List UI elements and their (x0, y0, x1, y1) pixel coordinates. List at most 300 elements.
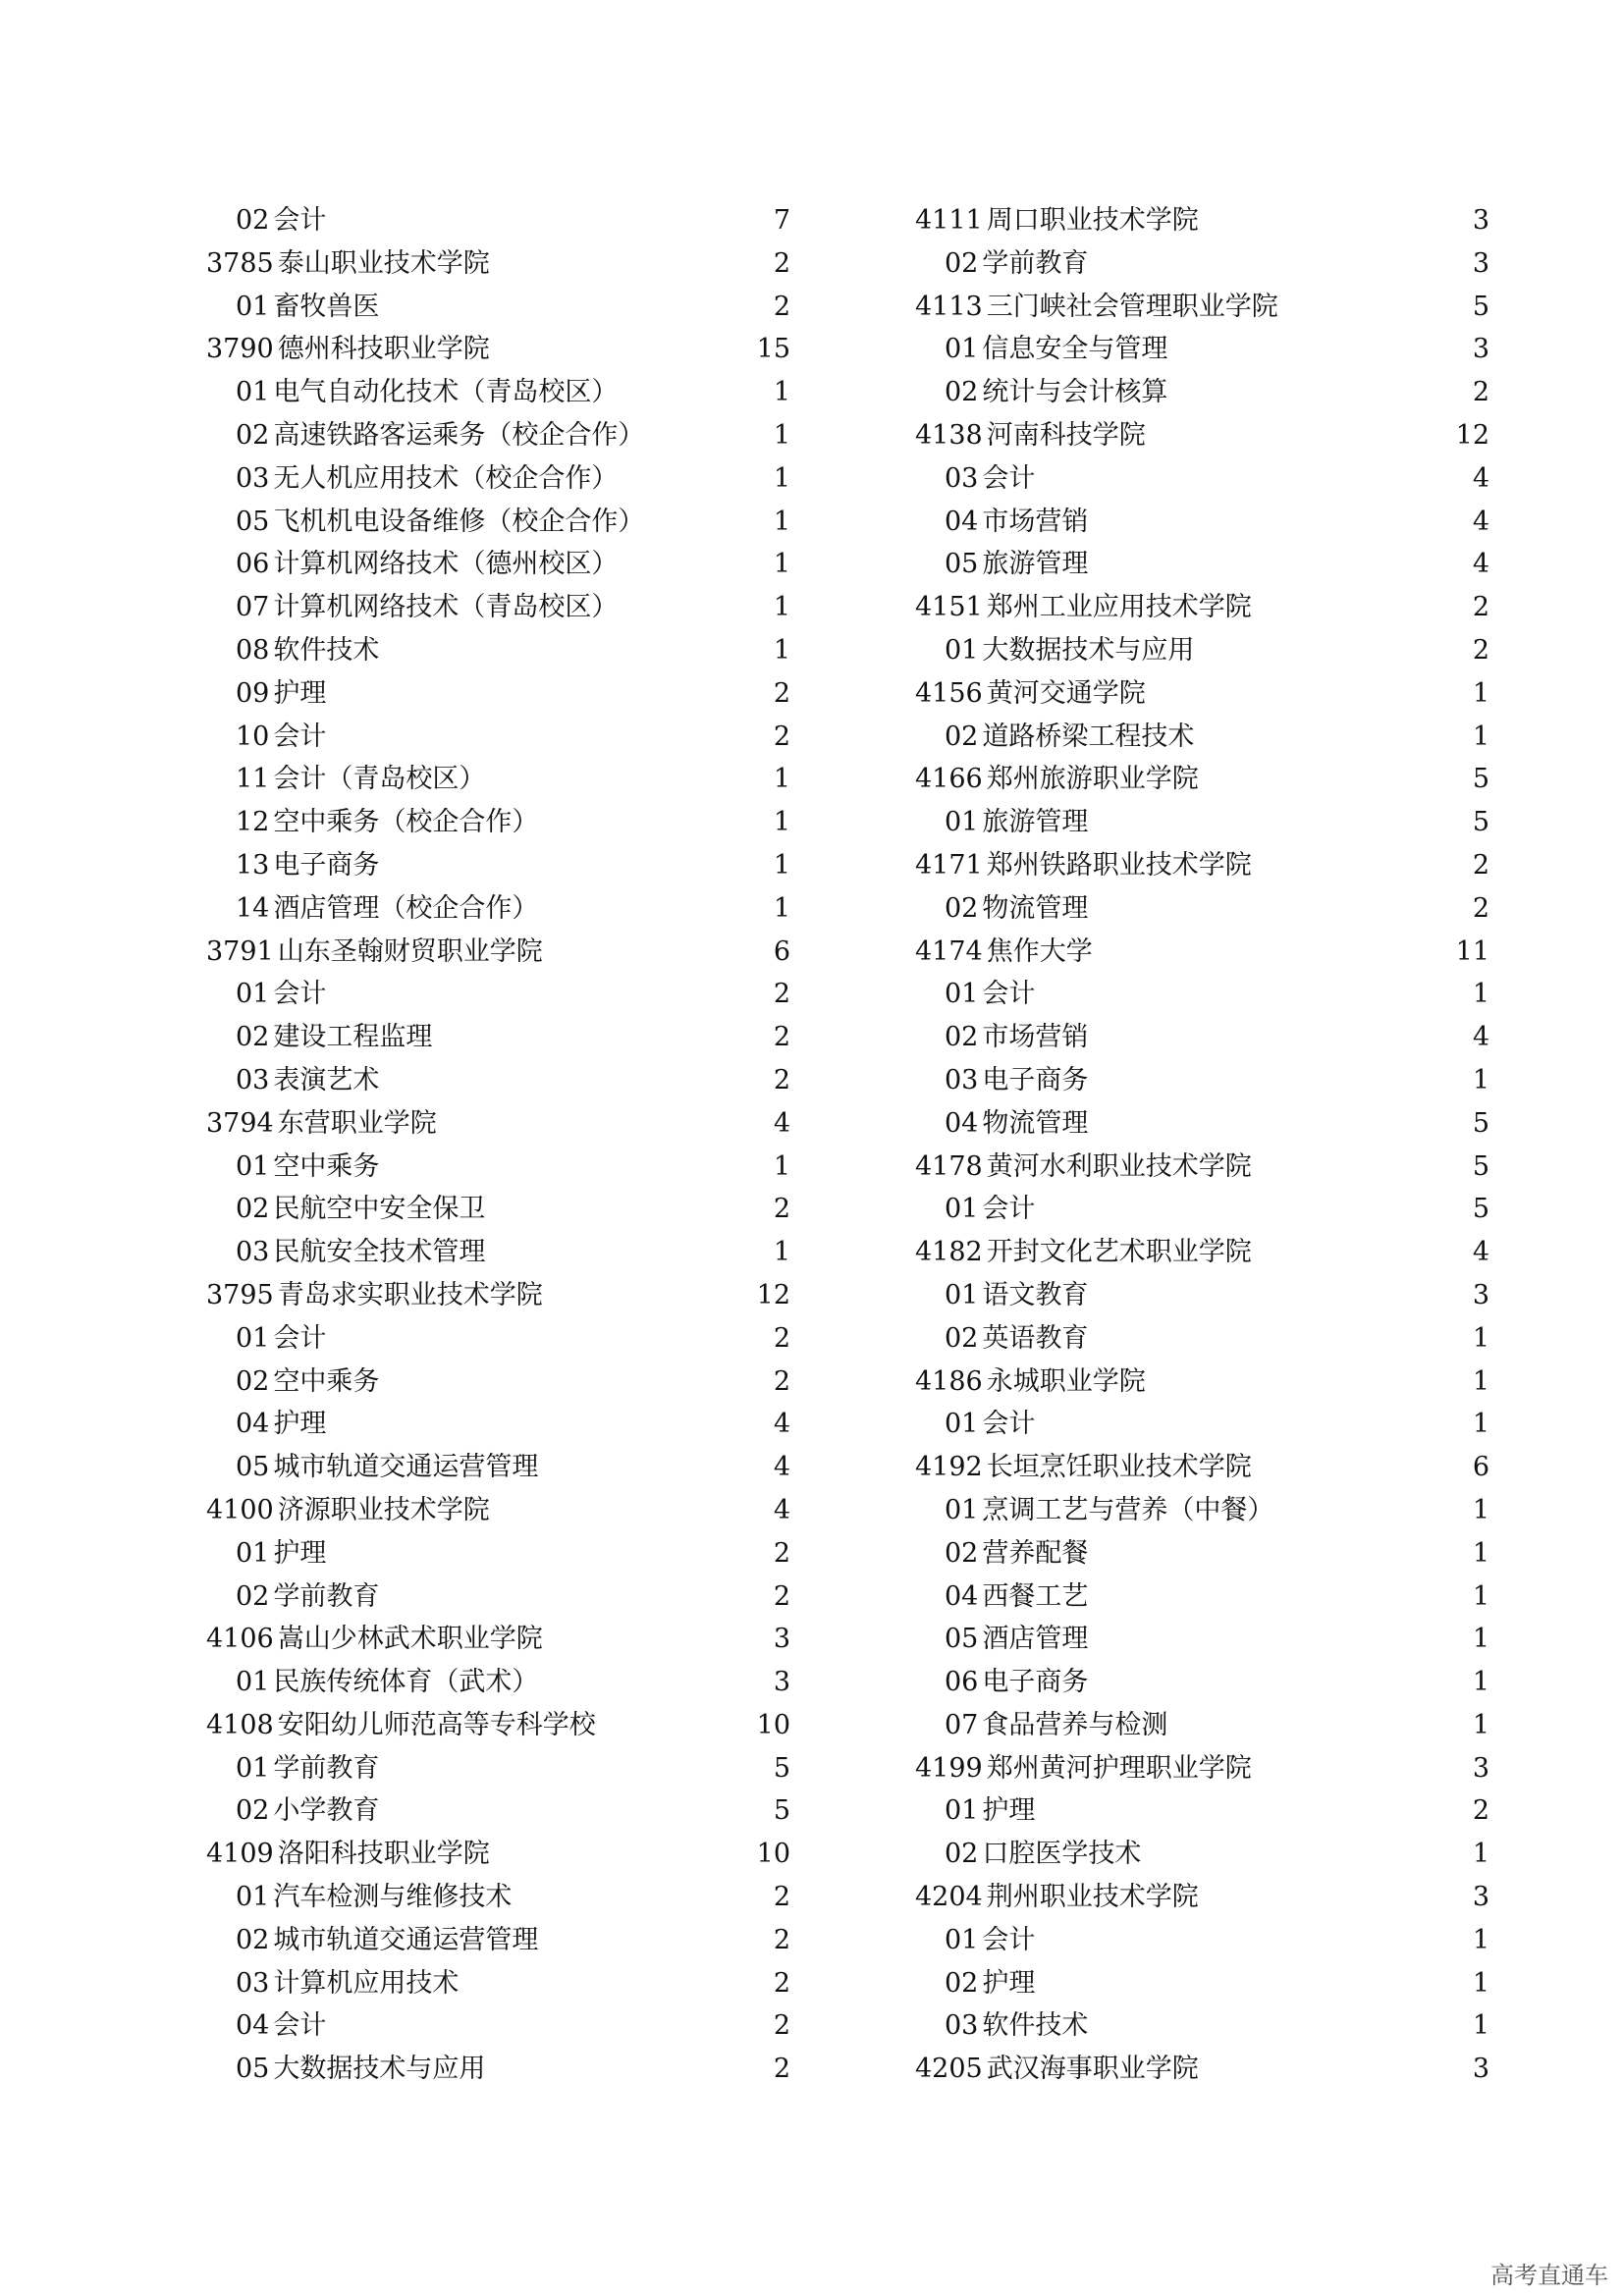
major-name: 会计 (273, 205, 327, 236)
major-row (915, 543, 1489, 586)
quota-count: 1 (1472, 721, 1489, 752)
school-row (915, 414, 1489, 457)
major-row (915, 1833, 1489, 1876)
major-name: 会计 (982, 462, 1036, 494)
quota-count: 10 (756, 1709, 790, 1740)
school-name: 郑州工业应用技术学院 (986, 592, 1252, 623)
major-row (206, 1361, 790, 1404)
major-name: 会计 (273, 721, 327, 752)
school-row (915, 1231, 1489, 1274)
major-row (915, 328, 1489, 371)
major-code: 01 (236, 377, 270, 408)
school-row (915, 1361, 1489, 1404)
major-name: 电子商务 (982, 1064, 1089, 1095)
school-code: 3790 (206, 334, 274, 365)
quota-count: 2 (773, 1064, 790, 1095)
quota-count: 1 (773, 1237, 790, 1268)
major-code: 01 (236, 979, 270, 1010)
quota-count: 2 (773, 721, 790, 752)
major-row (206, 1317, 790, 1361)
school-name: 东营职业学院 (277, 1107, 437, 1139)
major-row (206, 973, 790, 1016)
quota-count: 3 (1472, 334, 1489, 365)
major-row (915, 801, 1489, 844)
major-name: 护理 (273, 1409, 327, 1440)
quota-count: 1 (1472, 677, 1489, 709)
quota-count: 4 (1472, 1237, 1489, 1268)
quota-count: 5 (1472, 807, 1489, 838)
school-row (915, 586, 1489, 629)
school-name: 郑州旅游职业学院 (986, 764, 1199, 795)
quota-count: 1 (1472, 1580, 1489, 1612)
school-row (915, 931, 1489, 974)
quota-count: 6 (773, 935, 790, 967)
quota-count: 5 (1472, 764, 1489, 795)
quota-count: 3 (773, 1624, 790, 1655)
major-row (915, 1102, 1489, 1146)
school-name: 洛阳科技职业学院 (277, 1839, 490, 1870)
school-code: 4100 (206, 1494, 274, 1525)
school-row (206, 1618, 790, 1661)
quota-count: 3 (1472, 1279, 1489, 1310)
major-code: 01 (945, 1279, 979, 1310)
quota-count: 3 (1472, 1882, 1489, 1913)
major-code: 01 (945, 1409, 979, 1440)
major-code: 06 (945, 1667, 979, 1698)
major-code: 02 (236, 1194, 270, 1225)
quota-count: 1 (773, 377, 790, 408)
major-row (206, 1919, 790, 1962)
major-code: 01 (236, 1752, 270, 1784)
major-name: 会计 (982, 1194, 1036, 1225)
major-row (915, 1188, 1489, 1231)
major-row (915, 501, 1489, 544)
school-name: 泰山职业技术学院 (277, 247, 490, 279)
major-name: 城市轨道交通运营管理 (273, 1452, 539, 1483)
major-name: 英语教育 (982, 1322, 1089, 1354)
major-code: 07 (236, 592, 270, 623)
major-code: 02 (236, 1924, 270, 1955)
quota-count: 1 (773, 807, 790, 838)
quota-count: 1 (773, 592, 790, 623)
major-code: 02 (945, 721, 979, 752)
major-name: 酒店管理（校企合作） (273, 892, 539, 924)
major-name: 会计 (982, 979, 1036, 1010)
major-code: 05 (236, 1452, 270, 1483)
major-name: 酒店管理 (982, 1624, 1089, 1655)
school-name: 青岛求实职业技术学院 (277, 1279, 543, 1310)
quota-count: 1 (773, 1150, 790, 1182)
quota-count: 2 (1472, 377, 1489, 408)
school-name: 郑州铁路职业技术学院 (986, 849, 1252, 881)
school-row (915, 1146, 1489, 1189)
school-code: 4192 (915, 1452, 983, 1483)
quota-count: 1 (773, 462, 790, 494)
major-name: 畜牧兽医 (273, 291, 380, 322)
quota-count: 1 (773, 506, 790, 537)
major-code: 04 (236, 1409, 270, 1440)
major-row (206, 1446, 790, 1489)
major-row (206, 629, 790, 672)
quota-count: 2 (1472, 1795, 1489, 1827)
major-code: 02 (945, 1967, 979, 1999)
quota-count: 5 (1472, 291, 1489, 322)
quota-count: 4 (773, 1107, 790, 1139)
major-row (206, 672, 790, 716)
major-code: 01 (236, 1150, 270, 1182)
school-row (206, 242, 790, 286)
major-code: 02 (945, 1537, 979, 1569)
major-row (915, 1532, 1489, 1575)
major-name: 民航空中安全保卫 (273, 1194, 486, 1225)
major-code: 02 (236, 419, 270, 451)
major-code: 02 (236, 205, 270, 236)
major-row (915, 1704, 1489, 1747)
quota-count: 4 (1472, 462, 1489, 494)
quota-count: 4 (773, 1494, 790, 1525)
school-name: 长垣烹饪职业技术学院 (986, 1452, 1252, 1483)
major-name: 计算机网络技术（青岛校区） (273, 592, 619, 623)
quota-count: 2 (773, 2054, 790, 2085)
major-name: 旅游管理 (982, 807, 1089, 838)
school-row (915, 2048, 1489, 2091)
major-row (206, 887, 790, 931)
school-row (915, 844, 1489, 887)
quota-count: 2 (773, 1365, 790, 1397)
school-row (206, 1704, 790, 1747)
major-row (206, 1188, 790, 1231)
major-name: 会计 (273, 1322, 327, 1354)
quota-count: 1 (773, 419, 790, 451)
major-row (206, 199, 790, 242)
major-name: 电子商务 (982, 1667, 1089, 1698)
school-row (915, 199, 1489, 242)
major-name: 表演艺术 (273, 1064, 380, 1095)
school-name: 嵩山少林武术职业学院 (277, 1624, 543, 1655)
school-name: 安阳幼儿师范高等专科学校 (277, 1709, 596, 1740)
major-code: 02 (945, 377, 979, 408)
school-code: 4151 (915, 592, 983, 623)
school-code: 4109 (206, 1839, 274, 1870)
quota-count: 10 (756, 1839, 790, 1870)
quota-count: 2 (773, 979, 790, 1010)
quota-count: 3 (1472, 1752, 1489, 1784)
major-code: 03 (236, 1064, 270, 1095)
school-name: 河南科技学院 (986, 419, 1146, 451)
quota-count: 2 (773, 2010, 790, 2042)
quota-count: 1 (773, 849, 790, 881)
major-code: 01 (236, 1882, 270, 1913)
quota-count: 1 (1472, 1709, 1489, 1740)
major-code: 01 (945, 1795, 979, 1827)
major-row (915, 973, 1489, 1016)
major-row (915, 1403, 1489, 1446)
school-code: 4178 (915, 1150, 983, 1182)
major-row (915, 629, 1489, 672)
major-name: 市场营销 (982, 1022, 1089, 1053)
school-name: 郑州黄河护理职业学院 (986, 1752, 1252, 1784)
quota-count: 2 (773, 291, 790, 322)
school-name: 济源职业技术学院 (277, 1494, 490, 1525)
major-name: 飞机机电设备维修（校企合作） (273, 506, 645, 537)
quota-count: 7 (773, 205, 790, 236)
major-name: 学前教育 (982, 247, 1089, 279)
major-name: 物流管理 (982, 1107, 1089, 1139)
major-row (206, 543, 790, 586)
quota-count: 2 (773, 1022, 790, 1053)
quota-count: 2 (773, 1580, 790, 1612)
quota-count: 5 (1472, 1107, 1489, 1139)
quota-count: 2 (773, 1967, 790, 1999)
major-row (915, 1789, 1489, 1833)
quota-count: 4 (1472, 549, 1489, 580)
major-code: 02 (945, 1322, 979, 1354)
major-name: 市场营销 (982, 506, 1089, 537)
major-row (206, 1747, 790, 1790)
quota-count: 2 (1472, 634, 1489, 666)
major-row (206, 716, 790, 759)
school-row (206, 931, 790, 974)
major-code: 12 (236, 807, 270, 838)
school-row (915, 758, 1489, 801)
major-name: 语文教育 (982, 1279, 1089, 1310)
major-code: 02 (236, 1022, 270, 1053)
quota-count: 1 (1472, 1667, 1489, 1698)
major-name: 大数据技术与应用 (982, 634, 1195, 666)
major-code: 02 (236, 1795, 270, 1827)
quota-count: 15 (756, 334, 790, 365)
quota-count: 5 (773, 1795, 790, 1827)
school-code: 3785 (206, 247, 274, 279)
major-code: 03 (236, 1967, 270, 1999)
quota-count: 3 (773, 1667, 790, 1698)
major-row (206, 1532, 790, 1575)
major-row (206, 586, 790, 629)
major-row (206, 801, 790, 844)
quota-count: 1 (1472, 979, 1489, 1010)
major-code: 01 (945, 807, 979, 838)
major-row (206, 1962, 790, 2005)
major-name: 烹调工艺与营养（中餐） (982, 1494, 1274, 1525)
quota-count: 1 (1472, 1924, 1489, 1955)
major-row (915, 2004, 1489, 2048)
major-row (915, 1962, 1489, 2005)
major-row (206, 1146, 790, 1189)
school-name: 周口职业技术学院 (986, 205, 1199, 236)
quota-count: 3 (1472, 205, 1489, 236)
school-code: 4166 (915, 764, 983, 795)
major-name: 空中乘务 (273, 1365, 380, 1397)
quota-count: 2 (773, 1322, 790, 1354)
major-code: 13 (236, 849, 270, 881)
school-code: 4205 (915, 2054, 983, 2085)
quota-count: 2 (773, 1194, 790, 1225)
school-name: 黄河交通学院 (986, 677, 1146, 709)
major-code: 11 (236, 764, 270, 795)
major-row (206, 457, 790, 501)
quota-count: 1 (773, 892, 790, 924)
school-row (206, 1489, 790, 1532)
major-name: 空中乘务 (273, 1150, 380, 1182)
major-row (206, 414, 790, 457)
major-name: 食品营养与检测 (982, 1709, 1168, 1740)
quota-count: 4 (773, 1409, 790, 1440)
major-name: 民族传统体育（武术） (273, 1667, 539, 1698)
major-code: 02 (945, 1022, 979, 1053)
quota-count: 5 (773, 1752, 790, 1784)
major-code: 02 (945, 1839, 979, 1870)
major-code: 04 (236, 2010, 270, 2042)
school-code: 4111 (915, 205, 983, 236)
quota-count: 1 (773, 549, 790, 580)
quota-count: 1 (1472, 1494, 1489, 1525)
school-row (206, 328, 790, 371)
quota-count: 1 (773, 634, 790, 666)
major-name: 小学教育 (273, 1795, 380, 1827)
major-name: 计算机应用技术 (273, 1967, 460, 1999)
school-row (915, 672, 1489, 716)
quota-count: 5 (1472, 1194, 1489, 1225)
quota-count: 1 (1472, 1537, 1489, 1569)
major-name: 会计 (273, 2010, 327, 2042)
major-name: 建设工程监理 (273, 1022, 433, 1053)
school-code: 4186 (915, 1365, 983, 1397)
major-name: 高速铁路客运乘务（校企合作） (273, 419, 645, 451)
quota-count: 1 (1472, 1624, 1489, 1655)
major-name: 护理 (273, 1537, 327, 1569)
major-name: 会计 (273, 979, 327, 1010)
major-code: 01 (945, 1494, 979, 1525)
quota-count: 2 (1472, 892, 1489, 924)
major-code: 05 (945, 1624, 979, 1655)
major-code: 02 (236, 1365, 270, 1397)
watermark: 高考直通车 (1490, 2262, 1608, 2289)
major-code: 01 (945, 634, 979, 666)
school-code: 3795 (206, 1279, 274, 1310)
major-row (206, 1231, 790, 1274)
left-column (206, 199, 790, 2091)
major-code: 03 (236, 1237, 270, 1268)
major-row (915, 1661, 1489, 1704)
quota-count: 1 (1472, 1409, 1489, 1440)
major-name: 护理 (982, 1967, 1036, 1999)
major-code: 07 (945, 1709, 979, 1740)
major-code: 03 (945, 2010, 979, 2042)
major-code: 01 (236, 1537, 270, 1569)
quota-count: 2 (1472, 592, 1489, 623)
major-row (206, 1403, 790, 1446)
major-code: 05 (945, 549, 979, 580)
major-code: 03 (236, 462, 270, 494)
major-code: 10 (236, 721, 270, 752)
major-name: 学前教育 (273, 1752, 380, 1784)
major-row (915, 716, 1489, 759)
quota-count: 1 (773, 764, 790, 795)
school-code: 4171 (915, 849, 983, 881)
quota-count: 4 (1472, 506, 1489, 537)
school-row (915, 1747, 1489, 1790)
major-name: 统计与会计核算 (982, 377, 1168, 408)
quota-count: 4 (773, 1452, 790, 1483)
school-code: 4199 (915, 1752, 983, 1784)
quota-count: 1 (1472, 2010, 1489, 2042)
school-name: 山东圣翰财贸职业学院 (277, 935, 543, 967)
major-name: 计算机网络技术（德州校区） (273, 549, 619, 580)
major-row (206, 286, 790, 329)
quota-count: 12 (756, 1279, 790, 1310)
major-name: 会计 (982, 1924, 1036, 1955)
major-name: 学前教育 (273, 1580, 380, 1612)
major-row (206, 2004, 790, 2048)
major-row (206, 758, 790, 801)
major-row (206, 1016, 790, 1059)
school-code: 4108 (206, 1709, 274, 1740)
major-row (206, 2048, 790, 2091)
major-row (915, 1274, 1489, 1317)
major-row (915, 242, 1489, 286)
major-name: 电子商务 (273, 849, 380, 881)
major-row (915, 457, 1489, 501)
quota-count: 2 (773, 677, 790, 709)
school-name: 黄河水利职业技术学院 (986, 1150, 1252, 1182)
major-code: 03 (945, 1064, 979, 1095)
major-row (915, 1059, 1489, 1102)
major-code: 05 (236, 506, 270, 537)
major-name: 软件技术 (273, 634, 380, 666)
major-name: 汽车检测与维修技术 (273, 1882, 513, 1913)
major-row (206, 501, 790, 544)
major-row (915, 1919, 1489, 1962)
major-row (206, 1059, 790, 1102)
school-name: 开封文化艺术职业学院 (986, 1237, 1252, 1268)
major-code: 01 (945, 334, 979, 365)
major-code: 01 (945, 1924, 979, 1955)
major-code: 01 (945, 979, 979, 1010)
school-name: 焦作大学 (986, 935, 1093, 967)
school-code: 4106 (206, 1624, 274, 1655)
major-name: 会计（青岛校区） (273, 764, 486, 795)
school-row (915, 1876, 1489, 1919)
major-row (915, 1575, 1489, 1619)
quota-count: 1 (1472, 1365, 1489, 1397)
quota-count: 6 (1472, 1452, 1489, 1483)
major-name: 西餐工艺 (982, 1580, 1089, 1612)
major-row (206, 844, 790, 887)
major-row (206, 1575, 790, 1619)
school-code: 4156 (915, 677, 983, 709)
major-code: 03 (945, 462, 979, 494)
major-name: 无人机应用技术（校企合作） (273, 462, 619, 494)
school-code: 3791 (206, 935, 274, 967)
major-code: 02 (945, 247, 979, 279)
major-name: 空中乘务（校企合作） (273, 807, 539, 838)
major-code: 02 (945, 892, 979, 924)
major-name: 会计 (982, 1409, 1036, 1440)
quota-count: 2 (773, 1882, 790, 1913)
quota-count: 4 (1472, 1022, 1489, 1053)
major-name: 道路桥梁工程技术 (982, 721, 1195, 752)
school-name: 三门峡社会管理职业学院 (986, 291, 1278, 322)
school-row (915, 286, 1489, 329)
quota-count: 2 (773, 1924, 790, 1955)
major-row (915, 1618, 1489, 1661)
major-row (206, 1661, 790, 1704)
major-code: 02 (236, 1580, 270, 1612)
school-row (206, 1274, 790, 1317)
school-code: 4182 (915, 1237, 983, 1268)
major-name: 旅游管理 (982, 549, 1089, 580)
quota-count: 11 (1455, 935, 1489, 967)
